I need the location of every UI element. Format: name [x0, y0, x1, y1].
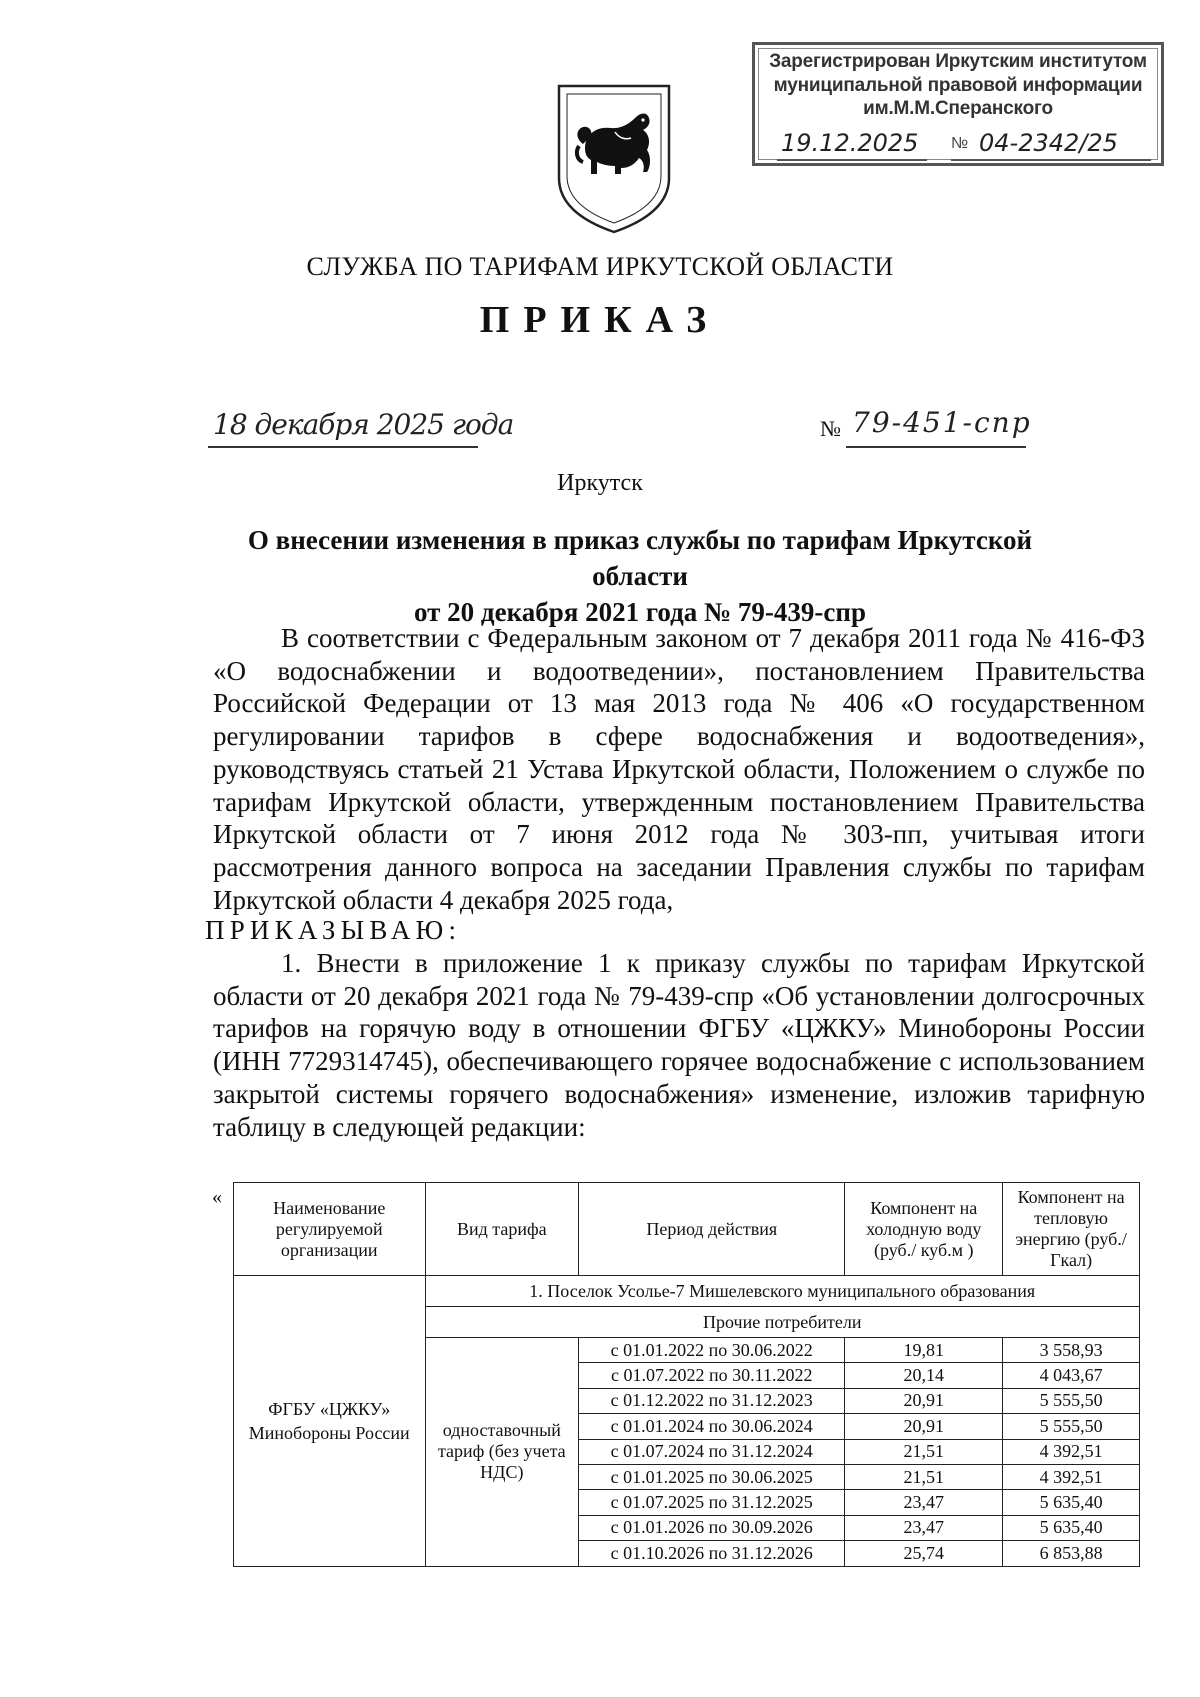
stamp-line-3: им.М.М.Сперанского [863, 98, 1053, 119]
heat-cell: 4 392,51 [1003, 1464, 1140, 1489]
header-cold-water: Компонент на холодную воду (руб./ куб.м ) [845, 1183, 1003, 1276]
period-cell: с 01.10.2026 по 31.12.2026 [579, 1541, 845, 1566]
stamp-number-underline [951, 159, 1151, 161]
period-cell: с 01.12.2022 по 31.12.2023 [579, 1388, 845, 1413]
heat-cell: 5 635,40 [1003, 1490, 1140, 1515]
period-cell: с 01.07.2025 по 31.12.2025 [579, 1490, 845, 1515]
stamp-date: 19.12.2025 [781, 129, 919, 157]
order-date-handwritten: 18 декабря 2025 года [213, 408, 514, 441]
city-name: Иркутск [557, 470, 643, 496]
heading-line-1: О внесении изменения в приказ службы по тарифам Иркутской области [247, 525, 1033, 591]
order-title: ПРИКАЗ [479, 299, 721, 341]
header-organization: Наименование регулируемой организации [234, 1183, 426, 1276]
agency-name: СЛУЖБА ПО ТАРИФАМ ИРКУТСКОЙ ОБЛАСТИ [306, 252, 894, 281]
stamp-date-underline [777, 159, 927, 161]
registration-stamp [752, 42, 1164, 166]
order-number-handwritten: 79-451-спр [852, 406, 1032, 439]
paragraph-item-1: 1. Внести в приложение 1 к приказу службы по тарифам Иркутской области от 20 декабря 2021 года № 79-439-спр «Об установлении долгосрочных тарифов на горячую воду в отношении ФГБУ «ЦЖКУ» Минобороны России (ИНН 7729314745), обеспечивающего горячее водоснабжение с использованием закрытой системы горячего водоснабжения» изменение, изложив тарифную таблицу в следующей редакции: [213, 948, 1145, 1142]
stamp-line-1: Зарегистрирован Иркутским институтом [769, 51, 1147, 72]
period-cell: с 01.01.2022 по 30.06.2022 [579, 1338, 845, 1363]
tariff-type-cell: одноставочный тариф (без учета НДС) [425, 1338, 579, 1567]
stamp-line-2: муниципальной правовой информации [773, 75, 1143, 96]
irkutsk-coat-of-arms-icon [555, 82, 673, 234]
heading-line-2: от 20 декабря 2021 года № 79-439-спр [414, 597, 866, 627]
cold-water-cell: 20,91 [845, 1388, 1003, 1413]
cold-water-cell: 21,51 [845, 1464, 1003, 1489]
cold-water-cell: 20,91 [845, 1414, 1003, 1439]
heat-cell: 4 392,51 [1003, 1439, 1140, 1464]
heat-cell: 6 853,88 [1003, 1541, 1140, 1566]
header-heat: Компонент на тепловую энергию (руб./Гкал) [1003, 1183, 1140, 1276]
table-header-row [234, 1183, 1140, 1276]
order-number-label: № [820, 416, 841, 441]
document-heading [200, 522, 1080, 630]
period-cell: с 01.01.2026 по 30.09.2026 [579, 1515, 845, 1540]
date-underline [208, 446, 478, 448]
number-underline [846, 446, 1026, 448]
stamp-number: 04-2342/25 [979, 129, 1118, 157]
tariff-table [233, 1182, 1140, 1567]
header-tariff-type: Вид тарифа [425, 1183, 579, 1276]
paragraph-preamble: В соответствии с Федеральным законом от 7 декабря 2011 года № 416-ФЗ «О водоснабжении и водоотведении», постановлением Правительства Российской Федерации от 13 мая 2013 года № 406 «О государственном регулировании тарифов в сфере водоснабжения и водоотведения», руководствуясь статьей 21 Устава Иркутской области, Положением о службе по тарифам Иркутской области, утвержденным постановлением Правительства Иркутской области от 7 июня 2012 года № 303-пп, учитывая итоги рассмотрения данного вопроса на заседании Правления службы по тарифам Иркутской области 4 декабря 2025 года, [213, 623, 1145, 915]
decree-word: ПРИКАЗЫВАЮ: [205, 915, 462, 945]
cold-water-cell: 19,81 [845, 1338, 1003, 1363]
period-cell: с 01.01.2025 по 30.06.2025 [579, 1464, 845, 1489]
cold-water-cell: 21,51 [845, 1439, 1003, 1464]
cold-water-cell: 23,47 [845, 1515, 1003, 1540]
heat-cell: 5 555,50 [1003, 1414, 1140, 1439]
period-cell: с 01.07.2024 по 31.12.2024 [579, 1439, 845, 1464]
heat-cell: 3 558,93 [1003, 1338, 1140, 1363]
quote-open: « [212, 1186, 222, 1208]
cold-water-cell: 25,74 [845, 1541, 1003, 1566]
section-title: 1. Поселок Усолье-7 Мишелевского муниципального образования [425, 1276, 1140, 1307]
stamp-number-label: № [951, 135, 969, 152]
heat-cell: 4 043,67 [1003, 1363, 1140, 1388]
cold-water-cell: 20,14 [845, 1363, 1003, 1388]
cold-water-cell: 23,47 [845, 1490, 1003, 1515]
heat-cell: 5 555,50 [1003, 1388, 1140, 1413]
organization-cell: ФГБУ «ЦЖКУ» Минобороны России [234, 1276, 426, 1567]
section-row [234, 1276, 1140, 1307]
period-cell: с 01.07.2022 по 30.11.2022 [579, 1363, 845, 1388]
heat-cell: 5 635,40 [1003, 1515, 1140, 1540]
subsection-title: Прочие потребители [425, 1307, 1140, 1338]
header-period: Период действия [579, 1183, 845, 1276]
period-cell: с 01.01.2024 по 30.06.2024 [579, 1414, 845, 1439]
